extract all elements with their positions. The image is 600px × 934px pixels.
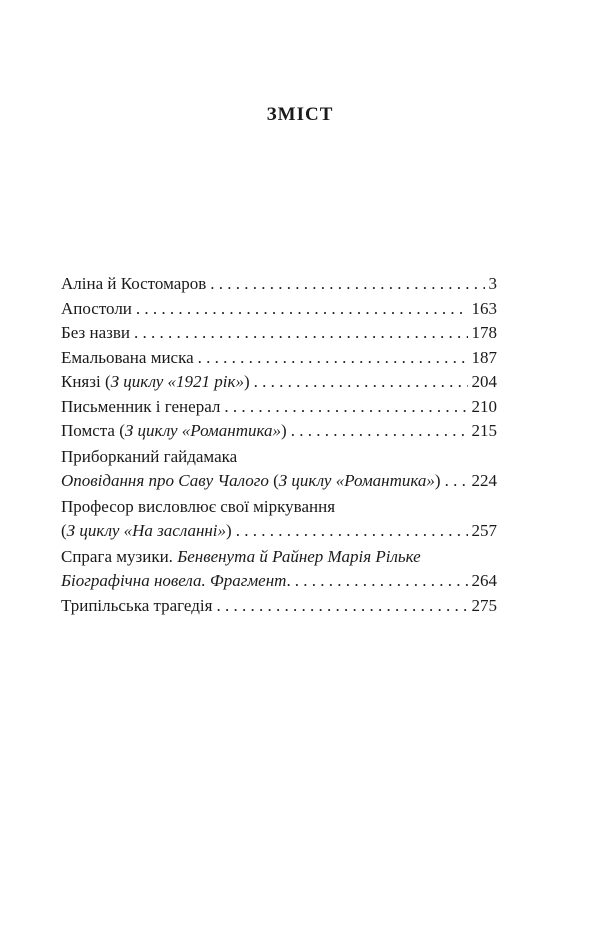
toc-entry-title <box>61 346 194 371</box>
toc-entry[interactable] <box>61 346 497 371</box>
toc-entry-title <box>61 519 232 544</box>
title-segment: ) <box>434 471 441 490</box>
leader-dots <box>236 519 468 544</box>
toc-entry-line <box>61 469 497 494</box>
leader-dots <box>198 346 468 371</box>
title-segment: Спрага музики. <box>61 546 178 566</box>
title-segment: . <box>286 571 291 590</box>
title-segment: ( <box>61 521 67 540</box>
toc-entry-title <box>61 594 212 619</box>
toc-entry-title <box>61 321 130 346</box>
title-segment: ) <box>243 372 250 391</box>
toc-page-number: 224 <box>471 471 497 490</box>
toc-entry[interactable] <box>61 495 497 544</box>
title-segment: Без назви <box>61 323 130 342</box>
toc-page-number: 163 <box>471 298 497 318</box>
toc-page-number: 178 <box>471 323 497 342</box>
leader-dots <box>210 272 484 297</box>
leader-dots <box>295 569 468 594</box>
toc-entry-line <box>61 445 497 470</box>
leader-dots <box>224 395 467 420</box>
toc-entry-title <box>61 297 132 322</box>
toc-page-number: 210 <box>471 396 497 416</box>
title-segment: ( <box>268 471 279 490</box>
toc-entry-line <box>61 370 497 395</box>
table-of-contents <box>61 272 497 618</box>
toc-entry[interactable] <box>61 321 497 346</box>
title-segment: Біографічна новела. Фрагмент <box>61 571 287 590</box>
toc-entry-title <box>61 445 237 470</box>
title-segment: З циклу «Романтика» <box>278 471 435 490</box>
leader-dots <box>134 321 468 346</box>
toc-entry-line <box>61 495 497 520</box>
title-segment: Апостоли <box>61 298 132 318</box>
toc-entry-line <box>61 321 497 346</box>
toc-entry[interactable] <box>61 272 497 297</box>
toc-entry[interactable] <box>61 594 497 619</box>
toc-entry-line <box>61 419 497 444</box>
toc-entry-title <box>61 370 250 395</box>
toc-page-number: 275 <box>471 595 497 615</box>
toc-entry-title <box>61 569 291 594</box>
title-segment: Аліна й Костомаров <box>61 274 207 293</box>
title-segment: З циклу «1921 рік» <box>110 372 244 391</box>
toc-entry[interactable] <box>61 419 497 444</box>
toc-entry-line <box>61 519 497 544</box>
toc-entry-line <box>61 395 497 420</box>
toc-page-number: 257 <box>471 521 497 540</box>
title-segment: Князі ( <box>61 372 111 391</box>
toc-entry[interactable] <box>61 370 497 395</box>
title-segment: Професор висловлює свої міркування <box>61 496 336 516</box>
page-title: ЗМІСТ <box>266 104 334 125</box>
title-segment: ) <box>281 421 287 440</box>
toc-entry-line <box>61 594 497 619</box>
title-segment: Оповідання про Саву Чалого <box>61 471 269 490</box>
toc-page-number: 187 <box>471 347 497 367</box>
leader-dots <box>291 419 468 444</box>
leader-dots <box>136 297 468 322</box>
toc-page-number: 3 <box>488 274 497 293</box>
leader-dots <box>216 594 467 619</box>
toc-page-number: 264 <box>471 571 497 590</box>
toc-entry-title <box>61 395 220 420</box>
title-segment: Трипільська трагедія <box>61 595 213 615</box>
title-segment: Емальована миска <box>61 347 194 367</box>
toc-entry-line <box>61 569 497 594</box>
toc-entry-title <box>61 419 287 444</box>
title-segment: Бенвенута й Райнер Марія Рільке <box>177 546 421 566</box>
title-segment: З циклу «На засланні» <box>66 521 227 540</box>
toc-entry-title <box>61 272 206 297</box>
toc-page-number: 204 <box>471 372 497 391</box>
toc-entry[interactable] <box>61 297 497 322</box>
toc-entry-line <box>61 545 497 570</box>
toc-entry-line <box>61 272 497 297</box>
title-segment: Приборканий гайдамака <box>61 446 238 466</box>
toc-entry[interactable] <box>61 395 497 420</box>
leader-dots <box>445 469 468 494</box>
toc-entry-line <box>61 346 497 371</box>
title-segment: Письменник і генерал <box>61 396 221 416</box>
title-segment: З циклу «Романтика» <box>124 421 282 440</box>
leader-dots <box>254 370 468 395</box>
title-segment: Помста ( <box>61 421 125 440</box>
toc-entry-title <box>61 469 441 494</box>
toc-entry-title <box>61 495 335 520</box>
toc-entry-title <box>61 545 421 570</box>
toc-page-number: 215 <box>471 421 497 440</box>
title-segment: ) <box>226 521 232 540</box>
toc-entry-line <box>61 297 497 322</box>
toc-entry[interactable] <box>61 545 497 594</box>
toc-entry[interactable] <box>61 445 497 494</box>
